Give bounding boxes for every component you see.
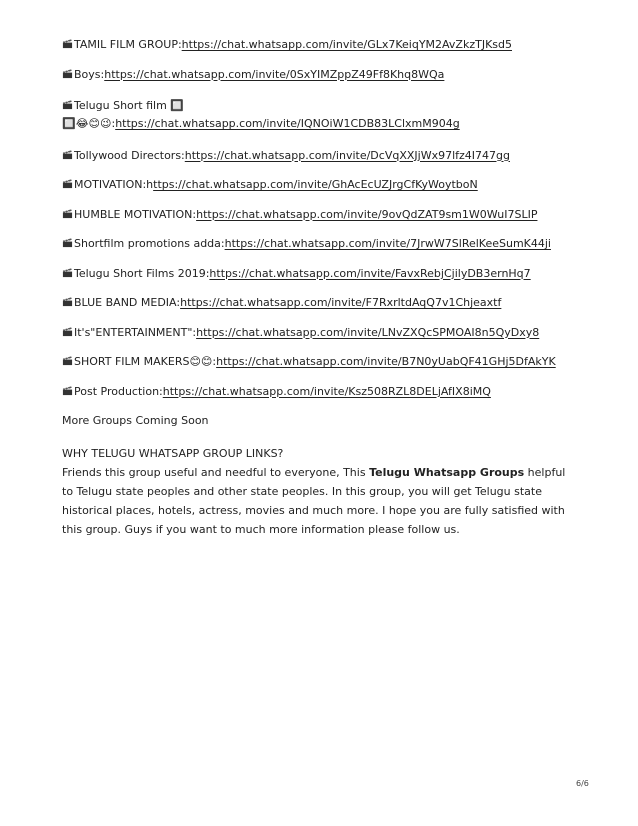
group-invite-link[interactable]: https://chat.whatsapp.com/invite/LNvZXQcSPMOAI8n5QyDxy8 xyxy=(196,325,540,339)
group-link-row xyxy=(62,149,582,163)
group-link-label: Telugu Short film 🔲 xyxy=(74,99,185,112)
group-link-label: MOTIVATION:h xyxy=(74,178,154,191)
film-clapper-icon xyxy=(62,237,73,248)
group-link-row xyxy=(62,267,582,281)
why-line-2: to Telugu state peoples and other state peoples. In this group, you will get Telugu state xyxy=(62,484,542,498)
group-invite-link[interactable]: https://chat.whatsapp.com/invite/FavxRebjCjilyDB3ernHq7 xyxy=(209,266,531,280)
group-invite-link[interactable]: https://chat.whatsapp.com/invite/GLx7KeiqYM2AvZkzTJKsd5 xyxy=(181,38,512,51)
film-clapper-icon xyxy=(62,385,73,396)
document-body xyxy=(62,38,582,539)
group-invite-link[interactable]: https://chat.whatsapp.com/invite/Ksz508RZL8DELjAfIX8iMQ xyxy=(162,384,491,398)
why-title: WHY TELUGU WHATSAPP GROUP LINKS? xyxy=(62,446,284,460)
group-invite-link[interactable]: https://chat.whatsapp.com/invite/DcVqXXJjWx97lfz4I747gg xyxy=(184,148,510,162)
why-text-bold: Telugu Whatsapp Groups xyxy=(369,465,525,479)
group-invite-link[interactable]: https://chat.whatsapp.com/invite/B7N0yUabQF41GHj5DfAkYK xyxy=(216,355,556,368)
why-paragraph xyxy=(62,463,582,539)
film-clapper-icon xyxy=(62,149,73,160)
why-section xyxy=(62,444,582,539)
group-link-label: Post Production: xyxy=(74,384,163,398)
film-clapper-icon xyxy=(62,68,73,79)
film-clapper-icon xyxy=(62,178,73,189)
film-clapper-icon xyxy=(62,326,73,337)
group-link-label: Boys: xyxy=(74,67,105,81)
film-clapper-icon xyxy=(62,98,73,109)
group-link-label: Telugu Short Films 2019: xyxy=(74,266,210,280)
film-clapper-icon xyxy=(62,296,73,307)
film-clapper-icon xyxy=(62,38,73,49)
why-text-end: helpful xyxy=(524,465,566,479)
why-text-start: Friends this group useful and needful to everyone, This xyxy=(62,465,370,479)
group-link-label: BLUE BAND MEDIA: xyxy=(74,296,181,309)
group-link-label: SHORT FILM MAKERS😊😊: xyxy=(74,355,217,368)
group-invite-link[interactable]: https://chat.whatsapp.com/invite/7JrwW7SlRelKeeSumK44ji xyxy=(224,237,551,250)
film-clapper-icon xyxy=(62,208,73,219)
more-groups-note: More Groups Coming Soon xyxy=(62,414,209,427)
group-link-row xyxy=(62,38,582,52)
group-link-row xyxy=(62,326,582,340)
film-clapper-icon xyxy=(62,355,73,366)
film-clapper-icon xyxy=(62,267,73,278)
group-invite-link[interactable]: https://chat.whatsapp.com/invite/9ovQdZAT9sm1W0WuI7SLIP xyxy=(196,207,538,221)
group-link-row xyxy=(62,355,582,369)
group-link-label-cont: 🔲😂😊😉: xyxy=(62,117,116,130)
why-line-4: this group. Guys if you want to much more information please follow us. xyxy=(62,522,460,536)
why-line-3: historical places, hotels, actress, movies and much more. I hope you are fully satisfied with xyxy=(62,503,565,517)
group-invite-link[interactable]: ttps://chat.whatsapp.com/invite/GhAcEcUZJrgCfKyWoytboN xyxy=(153,178,478,191)
group-link-label: Tollywood Directors: xyxy=(74,148,185,162)
group-invite-link[interactable]: https://chat.whatsapp.com/invite/IQNOiW1CDB83LClxmM904g xyxy=(115,117,460,130)
group-link-row xyxy=(62,296,582,310)
group-invite-link[interactable]: https://chat.whatsapp.com/invite/F7RxrltdAqQ7v1Chjeaxtf xyxy=(180,296,502,309)
group-invite-link[interactable]: https://chat.whatsapp.com/invite/0SxYIMZppZ49Ff8Khq8WQa xyxy=(104,67,445,81)
group-link-row xyxy=(62,68,582,82)
group-link-label: TAMIL FILM GROUP: xyxy=(74,38,182,51)
group-link-row xyxy=(62,97,582,133)
group-link-row xyxy=(62,178,582,192)
group-link-row xyxy=(62,208,582,222)
group-link-row xyxy=(62,385,582,399)
group-link-label: HUMBLE MOTIVATION: xyxy=(74,207,197,221)
group-link-row xyxy=(62,237,582,251)
page-number: 6/6 xyxy=(576,779,589,788)
group-link-label: Shortfilm promotions adda: xyxy=(74,237,225,250)
group-links-list xyxy=(62,38,582,399)
group-link-label: It's"ENTERTAINMENT": xyxy=(74,325,197,339)
